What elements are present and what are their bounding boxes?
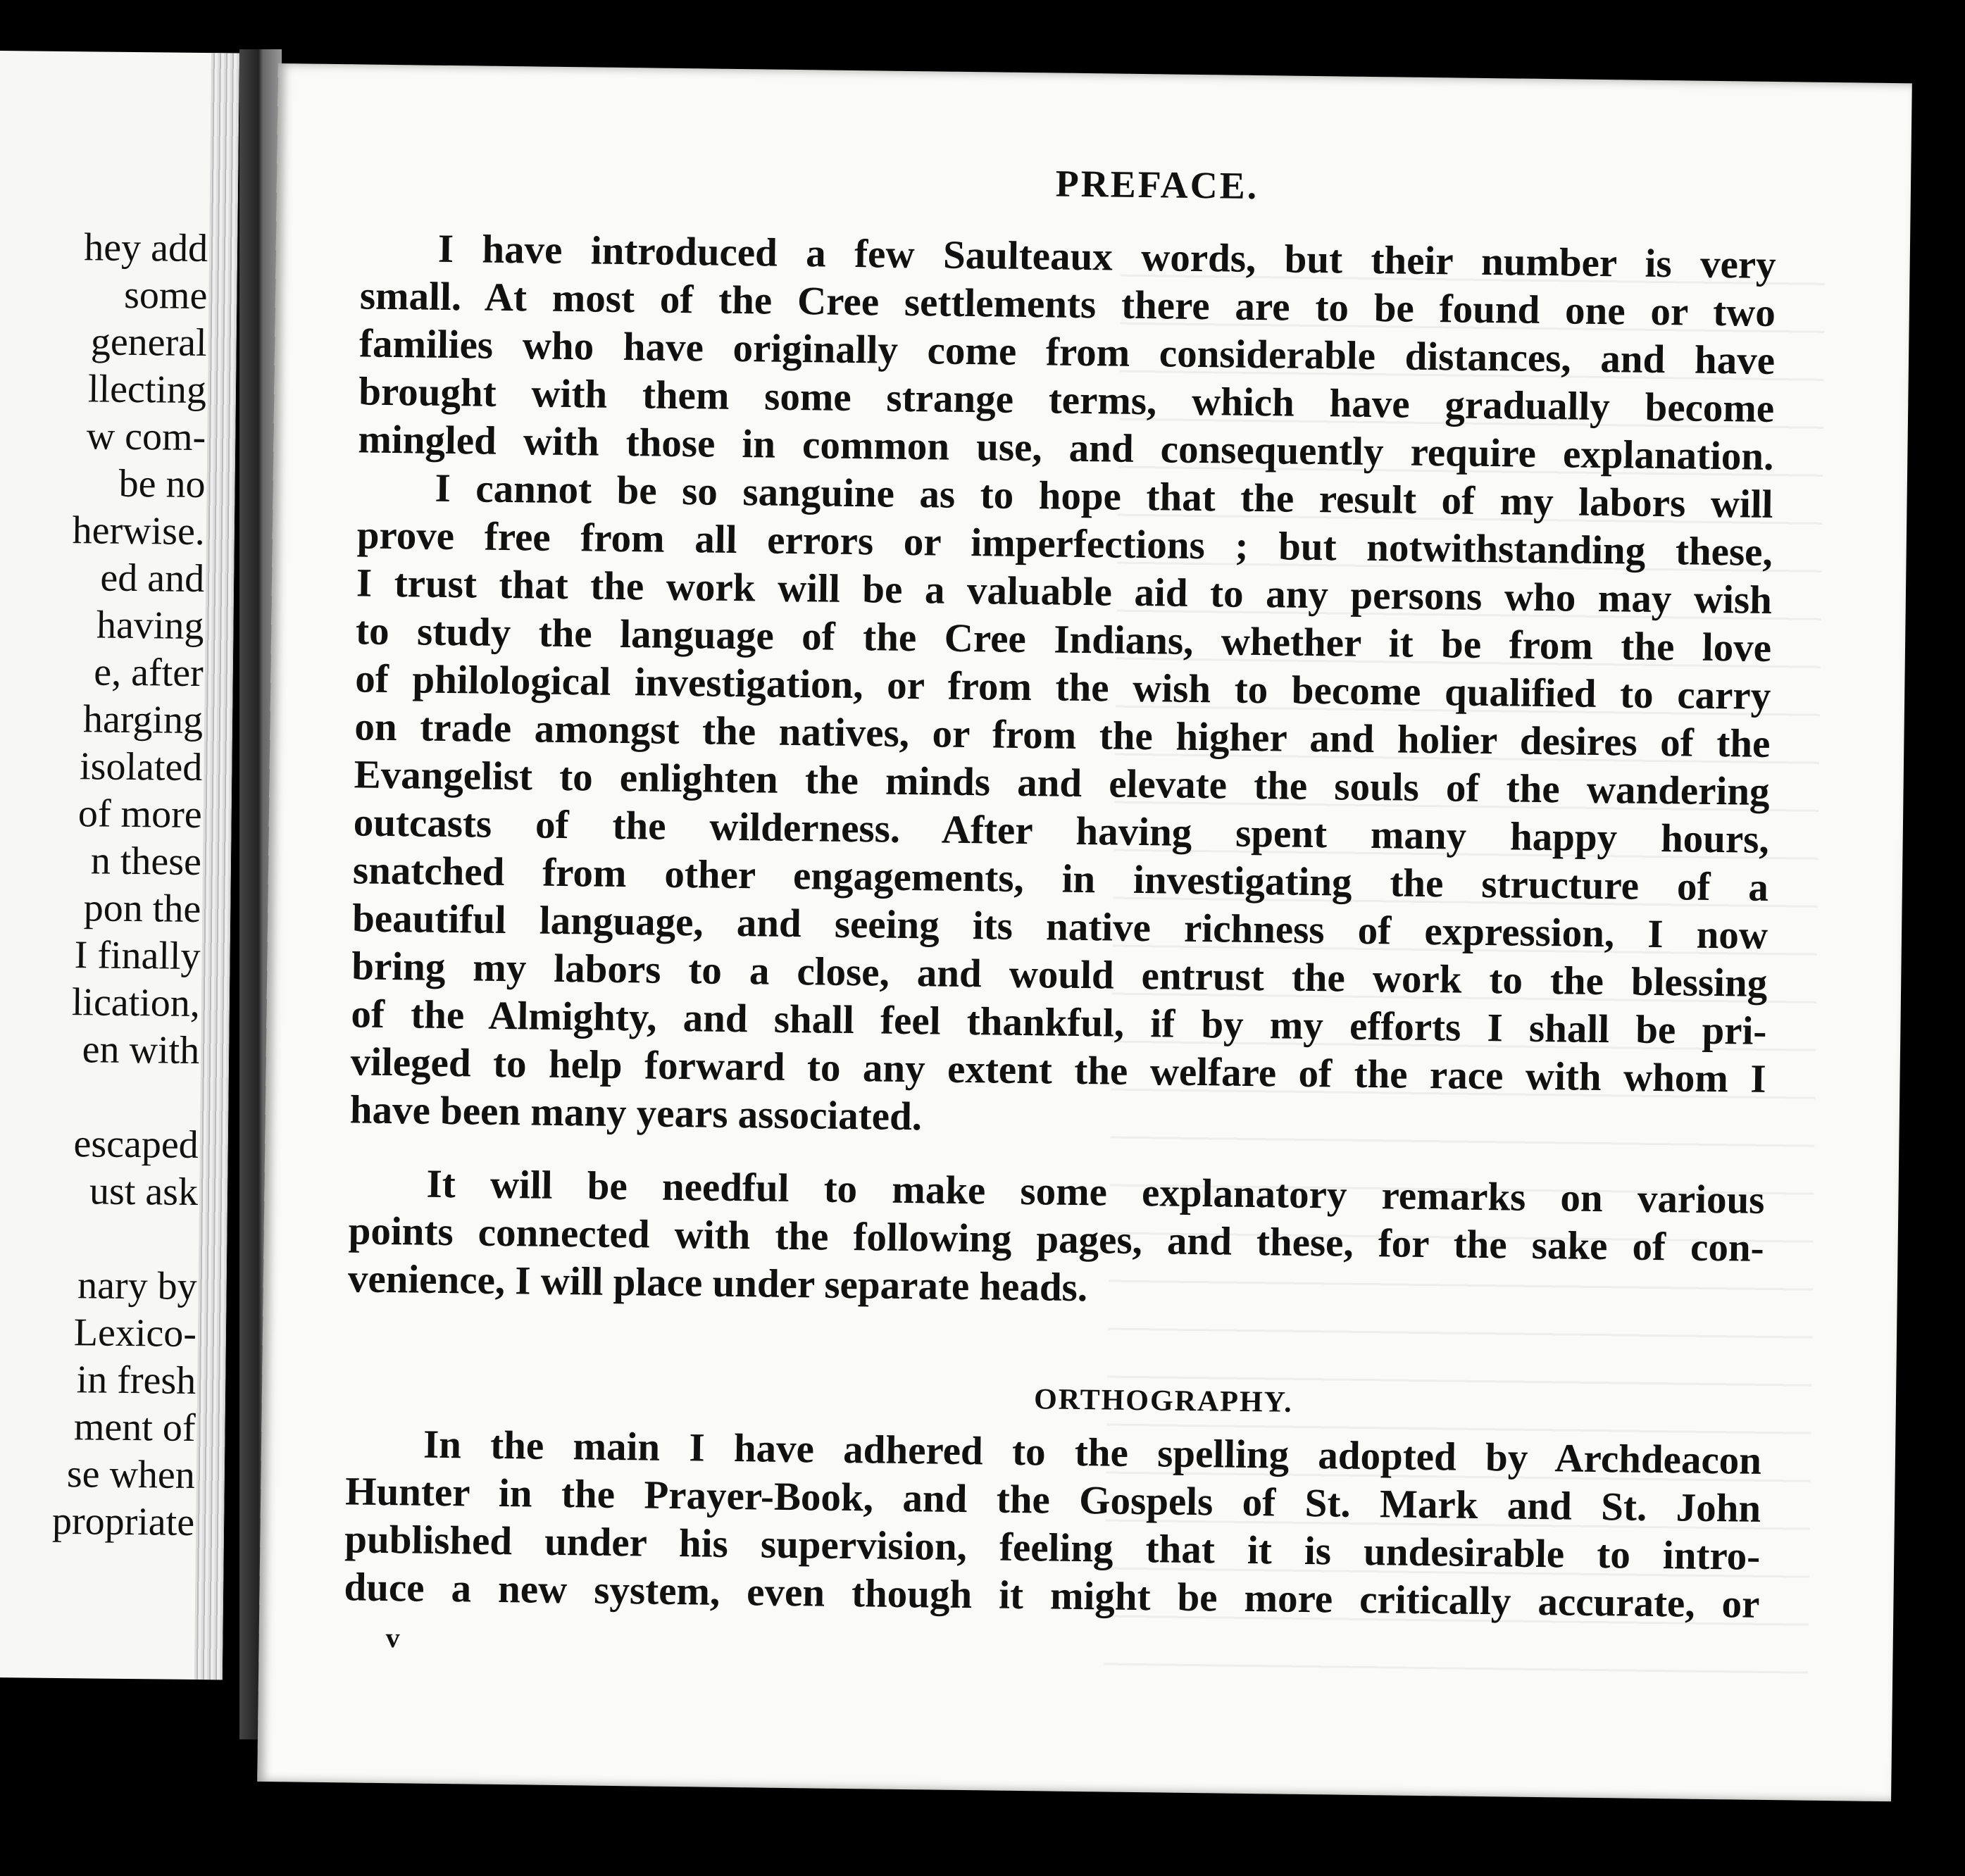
text-line: prove free from all errors or imperfections ; but notwithstanding these, <box>356 513 1773 575</box>
left-page-line: general <box>90 320 207 365</box>
preface-page <box>257 63 1912 1801</box>
left-page-line: ment of <box>73 1405 196 1451</box>
text-line: mingled with those in common use, and consequently require explanation. <box>358 417 1774 479</box>
text-line: to study the language of the Cree Indians, whether it be from the love <box>355 608 1772 670</box>
text-line: on trade amongst the natives, or from the higher and holier desires of the <box>354 704 1771 766</box>
left-page-line: nary by <box>77 1263 197 1309</box>
text-line: In the main I have adhered to the spelling adopted by Archdeacon <box>423 1422 1762 1483</box>
text-line: venience, I will place under separate heads. <box>347 1256 1088 1311</box>
left-page-line: propriate <box>51 1499 195 1545</box>
left-page-line: Lexico- <box>73 1311 197 1356</box>
left-page-line: w com- <box>86 414 206 460</box>
left-page-line: en with <box>82 1027 200 1073</box>
left-page-line: herwise. <box>72 508 206 554</box>
text-line: of philological investigation, or from the wish to become qualified to carry <box>354 656 1771 718</box>
text-line: bring my labors to a close, and would entrust the work to the blessing <box>351 944 1768 1006</box>
left-page-line: isolated <box>79 744 203 790</box>
left-page-line: n these <box>90 839 202 884</box>
left-page-line: harging <box>82 697 204 743</box>
left-page-line: ed and <box>100 556 205 601</box>
text-line: families who have originally come from considerable distances, and have <box>358 321 1776 383</box>
text-line: points connected with the following pages, and these, for the sake of con- <box>348 1208 1764 1270</box>
left-page-line: pon the <box>83 886 201 932</box>
text-line: I cannot be so sanguine as to hope that the result of my labors will <box>435 465 1773 527</box>
text-line: I have introduced a few Saulteaux words, but their number is very <box>437 226 1777 288</box>
left-page-fragment <box>0 51 239 1680</box>
left-page-line: ust ask <box>89 1169 199 1215</box>
left-page-line: llecting <box>87 367 207 413</box>
text-line: beautiful language, and seeing its native richness of expression, I now <box>351 896 1768 958</box>
text-line: Hunter in the Prayer-Book, and the Gospels of St. Mark and St. John <box>344 1469 1761 1531</box>
left-page-line: in fresh <box>76 1358 196 1403</box>
left-page-line: some <box>123 273 208 318</box>
text-line: I trust that the work will be a valuable aid to any persons who may wish <box>356 561 1773 623</box>
page-title: PREFACE. <box>1055 162 1259 208</box>
text-line: of the Almighty, and shall feel thankful, if by my efforts I shall be pri- <box>351 992 1767 1053</box>
left-page-line: be no <box>118 461 206 507</box>
left-page-line: of more <box>77 792 202 837</box>
text-line: have been many years associated. <box>349 1087 923 1139</box>
text-line: It will be needful to make some explanatory remarks on various <box>426 1161 1765 1222</box>
left-page-line: escaped <box>73 1122 199 1168</box>
text-line: vileged to help forward to any extent the welfare of the race with whom I <box>350 1039 1766 1101</box>
left-page-line: se when <box>66 1452 196 1498</box>
left-page-line: having <box>96 603 204 649</box>
text-line: Evangelist to enlighten the minds and elevate the souls of the wandering <box>354 752 1770 814</box>
text-line: duce a new system, even though it might be more critically accurate, or <box>344 1565 1760 1627</box>
left-page-line: lication, <box>71 980 201 1026</box>
text-line: small. At most of the Cree settlements there are to be found one or two <box>359 273 1776 335</box>
text-line: outcasts of the wilderness. After having spent many happy hours, <box>353 800 1770 862</box>
text-line: snatched from other engagements, in investigating the structure of a <box>352 848 1769 910</box>
left-page-line: hey add <box>84 225 208 271</box>
text-line: published under his supervision, feeling that it is undesirable to intro- <box>344 1517 1761 1579</box>
section-heading: ORTHOGRAPHY. <box>1033 1383 1293 1419</box>
text-line: brought with them some strange terms, which have gradually become <box>358 369 1775 431</box>
left-page-line: I finally <box>74 933 201 979</box>
left-page-line: e, after <box>94 650 204 696</box>
page-folio: v <box>385 1622 400 1654</box>
left-page-text <box>0 51 239 1545</box>
